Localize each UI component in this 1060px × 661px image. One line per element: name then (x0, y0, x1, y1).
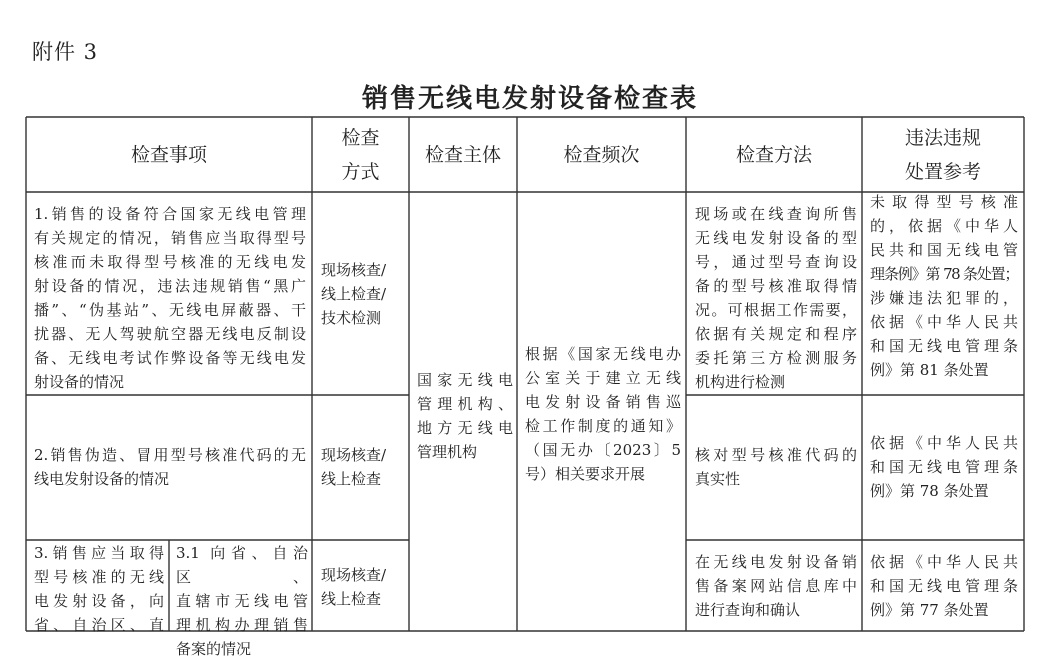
row1-penalty-line: 和国无线电管理条 (870, 337, 1018, 355)
row3-procedure-line: 售备案网站信息库中 (695, 577, 857, 595)
row1-method-line: 线上检查/ (321, 285, 387, 303)
row1-penalty-line: 例》第 81 条处置 (870, 361, 989, 379)
header-check-method (312, 117, 409, 192)
row1-check-method (321, 258, 405, 330)
row3-subitem-line: 3.1 向省、自治区、 (176, 544, 308, 586)
row2-check-item (34, 443, 306, 491)
row1-penalty-line: 未取得型号核准 (870, 193, 1018, 211)
row2-penalty-line: 和国无线电管理条 (870, 458, 1018, 476)
row3-procedure-line: 进行查询和确认 (695, 601, 801, 619)
row1-item-line: 扰器、无人驾驶航空器无线电反制设 (34, 325, 306, 343)
row1-item-line: 备、无线电考试作弊设备等无线电发 (34, 349, 306, 367)
check-subject-shared (417, 368, 513, 464)
header-check-frequency-label: 检查频次 (563, 143, 640, 166)
row1-procedure-line: 无线电发射设备的型 (695, 229, 857, 247)
row1-penalty-line: 的，依据《中华人 (870, 217, 1018, 235)
document-title: 销售无线电发射设备检查表 (361, 84, 698, 114)
row1-check-procedure (695, 202, 857, 394)
row1-item-line: 射设备的情况 (34, 373, 125, 391)
row3-method-line: 现场核查/ (321, 566, 387, 584)
row2-method-line: 线上检查 (321, 470, 382, 488)
row1-penalty (870, 190, 1018, 382)
header-check-frequency (517, 117, 686, 192)
row1-item-line: 射设备的情况，违法违规销售“黑广 (34, 277, 306, 295)
header-check-method-line1: 检查 (341, 126, 380, 149)
header-check-item-label: 检查事项 (130, 143, 207, 166)
row3-method-line: 线上检查 (321, 590, 382, 608)
row1-item-line: 核准而未取得型号核准的无线电发 (34, 253, 306, 271)
row1-penalty-line: 理条例》第 78 条处置； (870, 265, 1018, 283)
row3-subitem-line: 备案的情况 (176, 640, 252, 658)
subject-line: 管理机构 (417, 443, 478, 461)
row3-item-line: 3.销售应当取得 (34, 544, 164, 562)
row2-penalty-line: 例》第 78 条处置 (870, 482, 989, 500)
row3-subitem-line: 理机构办理销售 (176, 616, 308, 634)
row1-method-line: 技术检测 (321, 309, 382, 327)
frequency-line: 电发射设备销售巡 (525, 393, 681, 411)
row3-check-method (321, 563, 405, 611)
row3-penalty-line: 和国无线电管理条 (870, 577, 1018, 595)
check-frequency-shared (525, 342, 681, 486)
row3-subitem-line: 直辖市无线电管 (176, 592, 308, 610)
row3-item-line: 型号核准的无线 (34, 568, 164, 586)
header-penalty (862, 117, 1024, 192)
subject-line: 国家无线电 (417, 371, 513, 389)
row3-item-line: 电发射设备，向 (34, 592, 164, 610)
subject-line: 管理机构、 (417, 395, 513, 413)
row1-penalty-line: 依据《中华人民共 (870, 313, 1018, 331)
row1-check-item (34, 202, 306, 394)
row1-item-line: 1.销售的设备符合国家无线电管理 (34, 205, 306, 223)
row2-penalty (870, 431, 1018, 503)
frequency-line: 根据《国家无线电办 (525, 345, 681, 363)
row1-penalty-line: 民共和国无线电管 (870, 241, 1018, 259)
frequency-line: 检工作制度的通知》 (525, 417, 681, 435)
row1-item-line: 有关规定的情况，销售应当取得型号 (34, 229, 306, 247)
header-check-subject (409, 117, 517, 192)
row1-method-line: 现场核查/ (321, 261, 387, 279)
row3-procedure-line: 在无线电发射设备销 (695, 553, 857, 571)
row3-penalty (870, 550, 1018, 622)
row2-procedure-line: 核对型号核准代码的 (695, 446, 857, 464)
header-check-item (26, 117, 312, 192)
row2-check-method (321, 443, 405, 491)
row1-procedure-line: 况。可根据工作需要， (695, 301, 857, 319)
row1-procedure-line: 机构进行检测 (695, 373, 786, 391)
row3-penalty-line: 依据《中华人民共 (870, 553, 1018, 571)
row2-method-line: 现场核查/ (321, 446, 387, 464)
row2-item-line: 线电发射设备的情况 (34, 470, 170, 488)
header-penalty-line1: 违法违规 (904, 126, 981, 149)
header-check-procedure-label: 检查方法 (735, 143, 812, 166)
attachment-label: 附件 3 (32, 40, 99, 64)
header-check-procedure (686, 117, 862, 192)
row1-item-line: 播”、“伪基站”、无线电屏蔽器、干 (34, 301, 306, 319)
row3-penalty-line: 例》第 77 条处置 (870, 601, 989, 619)
row3-check-subitem (176, 541, 308, 661)
frequency-line: 公室关于建立无线 (525, 369, 681, 387)
header-penalty-line2: 处置参考 (904, 160, 981, 183)
row2-check-procedure (695, 443, 857, 491)
row1-procedure-line: 号，通过型号查询设 (695, 253, 857, 271)
row3-check-procedure (695, 550, 857, 622)
row1-procedure-line: 委托第三方检测服务 (695, 349, 857, 367)
row1-procedure-line: 现场或在线查询所售 (695, 205, 857, 223)
row2-item-line: 2.销售伪造、冒用型号核准代码的无 (34, 446, 306, 464)
frequency-line: （国无办〔2023〕5 (525, 441, 681, 459)
row2-penalty-line: 依据《中华人民共 (870, 434, 1018, 452)
frequency-line: 号）相关要求开展 (525, 465, 646, 483)
row1-penalty-line: 涉嫌违法犯罪的， (870, 289, 1018, 307)
header-check-subject-label: 检查主体 (424, 143, 501, 166)
row1-procedure-line: 备的型号核准取得情 (695, 277, 857, 295)
row1-procedure-line: 依据有关规定和程序 (695, 325, 857, 343)
row2-procedure-line: 真实性 (695, 470, 741, 488)
row3-check-item (34, 541, 164, 637)
subject-line: 地方无线电 (417, 419, 513, 437)
row3-item-line: 省、自治区、直 (34, 616, 164, 634)
header-check-method-line2: 方式 (341, 160, 380, 183)
